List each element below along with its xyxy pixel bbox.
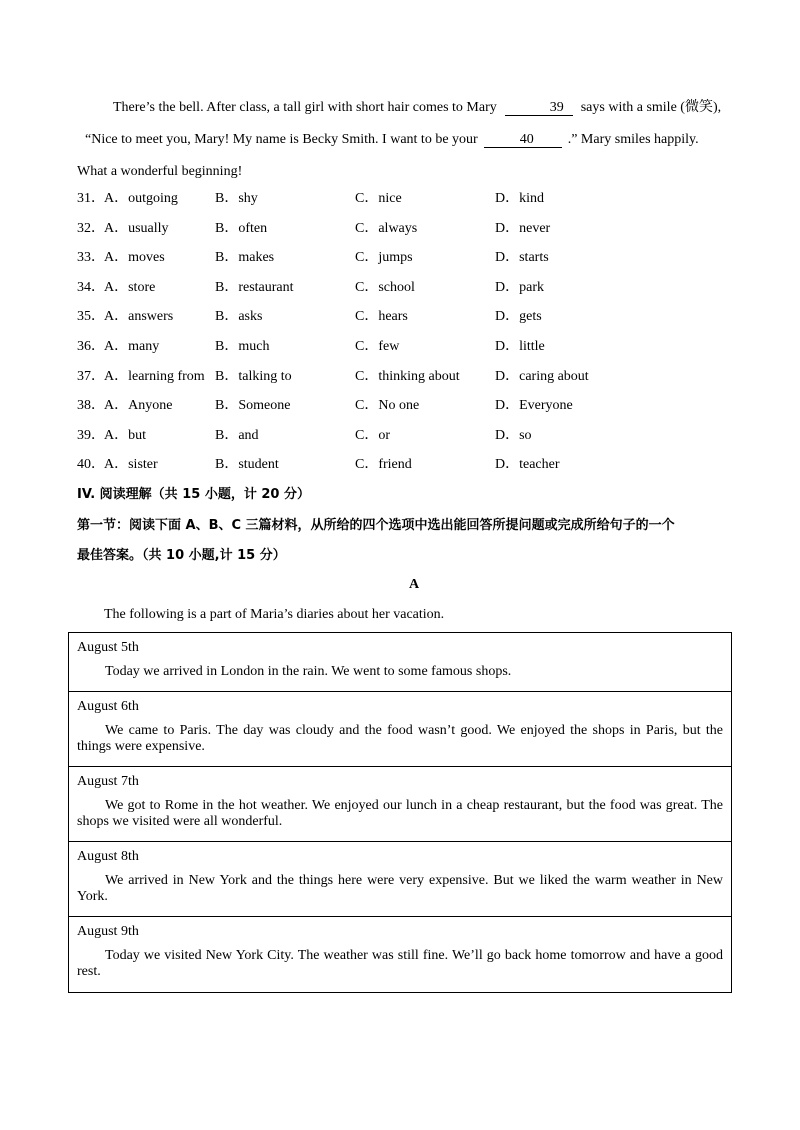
- option-d: D．caring about: [495, 368, 589, 384]
- option-c: C．few: [355, 338, 400, 354]
- diary-text: We arrived in New York and the things here were very expensive. But we liked the warm weather in New York.: [77, 873, 723, 904]
- question-number: 32．: [77, 220, 105, 236]
- option-a: A．Anyone: [104, 398, 173, 414]
- question-number: 36．: [77, 338, 105, 354]
- diary-date: August 9th: [77, 924, 139, 939]
- diary-entry: [69, 841, 731, 916]
- option-a: A．many: [104, 338, 160, 354]
- diary-text: Today we visited New York City. The weather was still fine. We’ll go back home tomorrow and have a good rest.: [77, 948, 723, 979]
- option-b: B．much: [215, 338, 270, 354]
- passage-text: says with a smile (微笑),: [580, 100, 722, 115]
- option-d: D．kind: [495, 191, 544, 206]
- question-number: 39．: [77, 427, 105, 443]
- option-b: B．asks: [215, 309, 263, 325]
- option-d: D．Everyone: [495, 398, 573, 414]
- section-heading: IV. 阅读理解（共 15 小题，计 20 分）: [77, 487, 310, 502]
- option-a: A．store: [104, 279, 156, 295]
- diary-entry: [69, 916, 731, 992]
- question-number: 37．: [77, 368, 105, 384]
- option-c: C．friend: [355, 457, 412, 473]
- diary-date: August 8th: [77, 849, 139, 864]
- option-a: A．answers: [104, 309, 174, 325]
- option-a: A．learning from: [104, 368, 205, 384]
- option-b: B．shy: [215, 191, 258, 206]
- diary-entry: [69, 633, 731, 691]
- reading-intro: The following is a part of Maria’s diaries about her vacation.: [104, 607, 445, 622]
- diary-entry: [69, 691, 731, 766]
- question-number: 40．: [77, 457, 105, 473]
- option-a: A．usually: [104, 220, 169, 236]
- option-c: C．thinking about: [355, 368, 460, 384]
- passage-line-3: What a wonderful beginning!: [77, 164, 243, 179]
- option-c: C．jumps: [355, 250, 413, 266]
- passage-text: There’s the bell. After class, a tall girl with short hair comes to Mary: [113, 100, 497, 115]
- question-number: 35．: [77, 309, 105, 325]
- diary-date: August 5th: [77, 640, 139, 655]
- part-label: A: [408, 577, 420, 592]
- option-d: D．teacher: [495, 457, 560, 473]
- question-number: 31．: [77, 191, 105, 206]
- diary-text: Today we arrived in London in the rain. We went to some famous shops.: [105, 664, 512, 679]
- option-b: B．Someone: [215, 398, 291, 414]
- option-a: A．sister: [104, 457, 158, 473]
- option-a: A．moves: [104, 250, 165, 266]
- option-c: C．nice: [355, 191, 402, 206]
- option-d: D．so: [495, 427, 532, 443]
- option-c: C．always: [355, 220, 418, 236]
- option-d: D．little: [495, 338, 545, 354]
- option-b: B．talking to: [215, 368, 292, 384]
- option-d: D．starts: [495, 250, 549, 266]
- question-number: 34．: [77, 279, 105, 295]
- option-a: A．but: [104, 427, 146, 443]
- option-b: B．student: [215, 457, 279, 473]
- diary-entry: [69, 766, 731, 841]
- option-d: D．park: [495, 279, 544, 295]
- passage-line-1: [77, 100, 727, 116]
- option-d: D．gets: [495, 309, 542, 325]
- diary-date: August 7th: [77, 774, 139, 789]
- option-b: B．and: [215, 427, 259, 443]
- passage-text: .” Mary smiles happily.: [567, 132, 699, 147]
- diary-table: [68, 632, 732, 993]
- diary-text: We came to Paris. The day was cloudy and the food wasn’t good. We enjoyed the shops in Paris, but the things were expensive.: [77, 723, 723, 754]
- diary-text: We got to Rome in the hot weather. We enjoyed our lunch in a cheap restaurant, but the food was great. The shops we visited were all wonderful.: [77, 798, 723, 829]
- instruction-line-2: 最佳答案。（共 10 小题,计 15 分）: [77, 548, 286, 563]
- option-b: B．makes: [215, 250, 275, 266]
- blank-40: 40: [484, 133, 562, 148]
- option-b: B．often: [215, 220, 268, 236]
- passage-line-2: [77, 132, 727, 148]
- passage-text: “Nice to meet you, Mary! My name is Becky Smith. I want to be your: [85, 132, 478, 147]
- question-number: 33．: [77, 250, 105, 266]
- question-number: 38．: [77, 398, 105, 414]
- option-d: D．never: [495, 220, 551, 236]
- instruction-line-1: 第一节：阅读下面 A、B、C 三篇材料，从所给的四个选项中选出能回答所提问题或完成所给句子的一个: [77, 518, 675, 533]
- option-a: A．outgoing: [104, 191, 178, 206]
- diary-date: August 6th: [77, 699, 139, 714]
- option-c: C．hears: [355, 309, 408, 325]
- option-b: B．restaurant: [215, 279, 294, 295]
- option-c: C．or: [355, 427, 390, 443]
- blank-39: 39: [505, 101, 573, 116]
- option-c: C．school: [355, 279, 415, 295]
- option-c: C．No one: [355, 398, 420, 414]
